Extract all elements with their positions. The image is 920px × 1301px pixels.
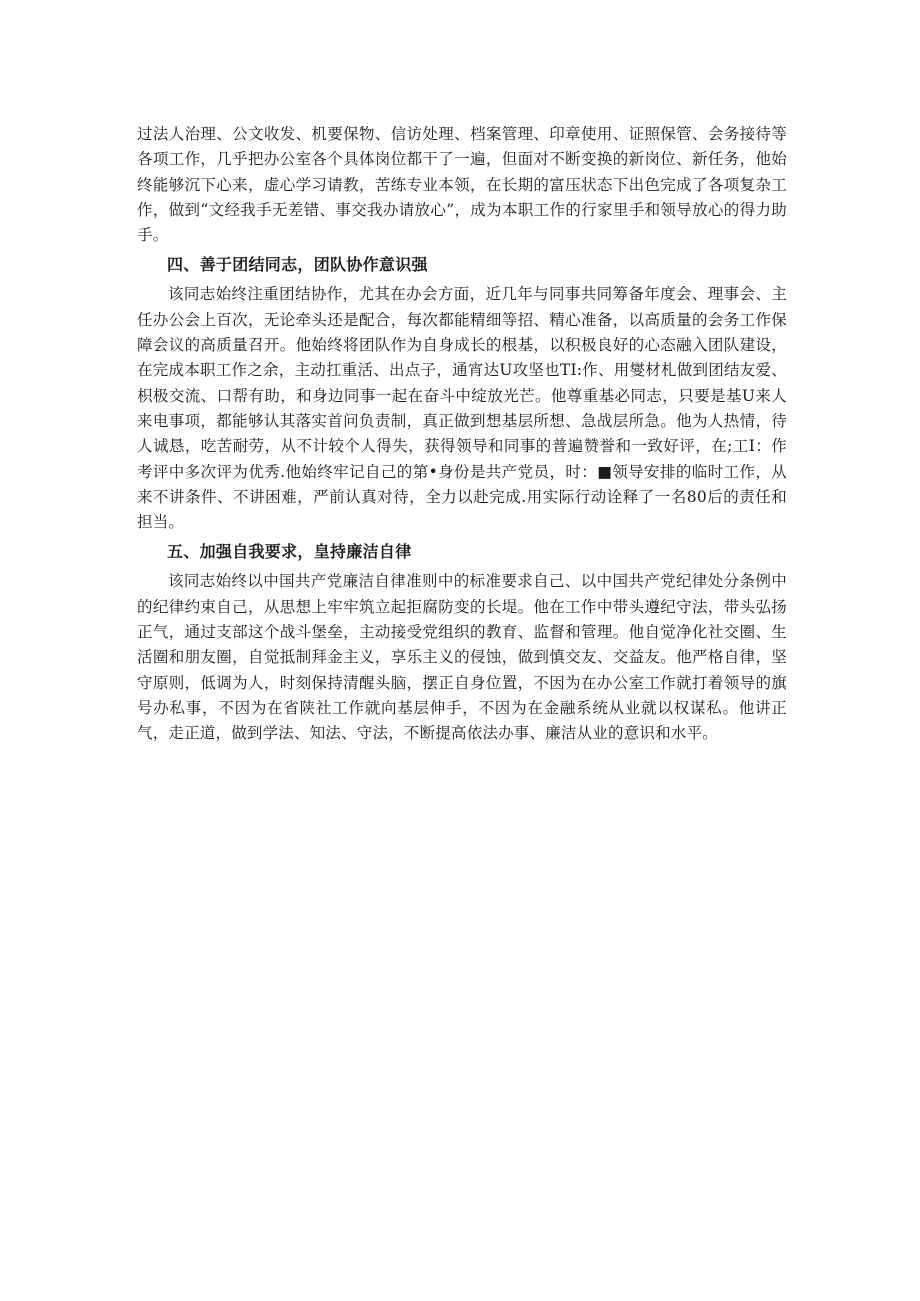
section-5-body: 该同志始终以中国共产党廉洁自律准则中的标准要求自己、以中国共产党纪律处分条例中的纪律约束自己，从思想上牢牢筑立起拒腐防变的长堤。他在工作中带头遵纪守法，带头弘扬正气，通过支部这个战斗堡垒，主动接受党组织的教育、监督和管理。他自觉净化社交圈、生活圈和朋友圈，自觉抵制拜金主义，享乐主义的侵蚀，做到慎交友、交益友。他严格自律，坚守原则，低调为人，时刻保持清醒头脑，摆正自身位置，不因为在办公室工作就打着领导的旗号办私事，不因为在省陕社工作就向基层伸手，不因为在金融系统从业就以权谋私。他讲正气，走正道，做到学法、知法、守法，不断提高依法办事、廉洁从业的意识和水平。: [137, 572, 787, 743]
paragraph-continued: 过法人治理、公文收发、机要保物、信访处理、档案管理、印章使用、证照保管、会务接待等各项工作，几乎把办公室各个具体岗位都干了一遍，但面对不断变换的新岗位、新任务，他始终能够沉下心来，虚心学习请教，苦练专业本领，在长期的富压状态下出色完成了各项复杂工作，做到“文经我手无差错、事交我办请放心”，成为本职工作的行家里手和领导放心的得力助手。: [137, 125, 787, 245]
section-heading-5: 五、加强自我要求，皇持廉洁自律: [167, 542, 412, 562]
section-4-body: 该同志始终注重团结协作，尤其在办会方面，近几年与同事共同筹备年度会、理事会、主任办公会上百次，无论牵头还是配合，每次都能精细等招、精心准备，以高质量的会务工作保障会议的高质量召开。他始终将团队作为自身成长的根基，以积极良好的心态融入团队建设，在完成本职工作之余，主动扛重活、出点子，通宵达U攻坚也TI:作、用燮材札做到团结友爱、枳极交流、口帮有助，和身边同事一起在奋斗中绽放光芒。他尊重基必同志，只要是基U来人来电事项，都能够认其落实首问负责制，真正做到想基层所想、急战层所急。他为人热情，待人诚恳，吃苦耐劳，从不计较个人得失，获得领导和同事的普遍赞誉和一致好评，在;工I：作考评中多次评为优秀.他始终牢记自己的第•身份是共产党员，时：■领导安排的临时工作，从来不讲条件、不讲困难，严前认真对待，全力以赴完成.用实际行动诠释了一名80后的责任和担当。: [137, 285, 787, 532]
document-page: [137, 122, 787, 747]
section-heading-4: 四、善于团结同志，团队协作意识强: [167, 255, 428, 275]
